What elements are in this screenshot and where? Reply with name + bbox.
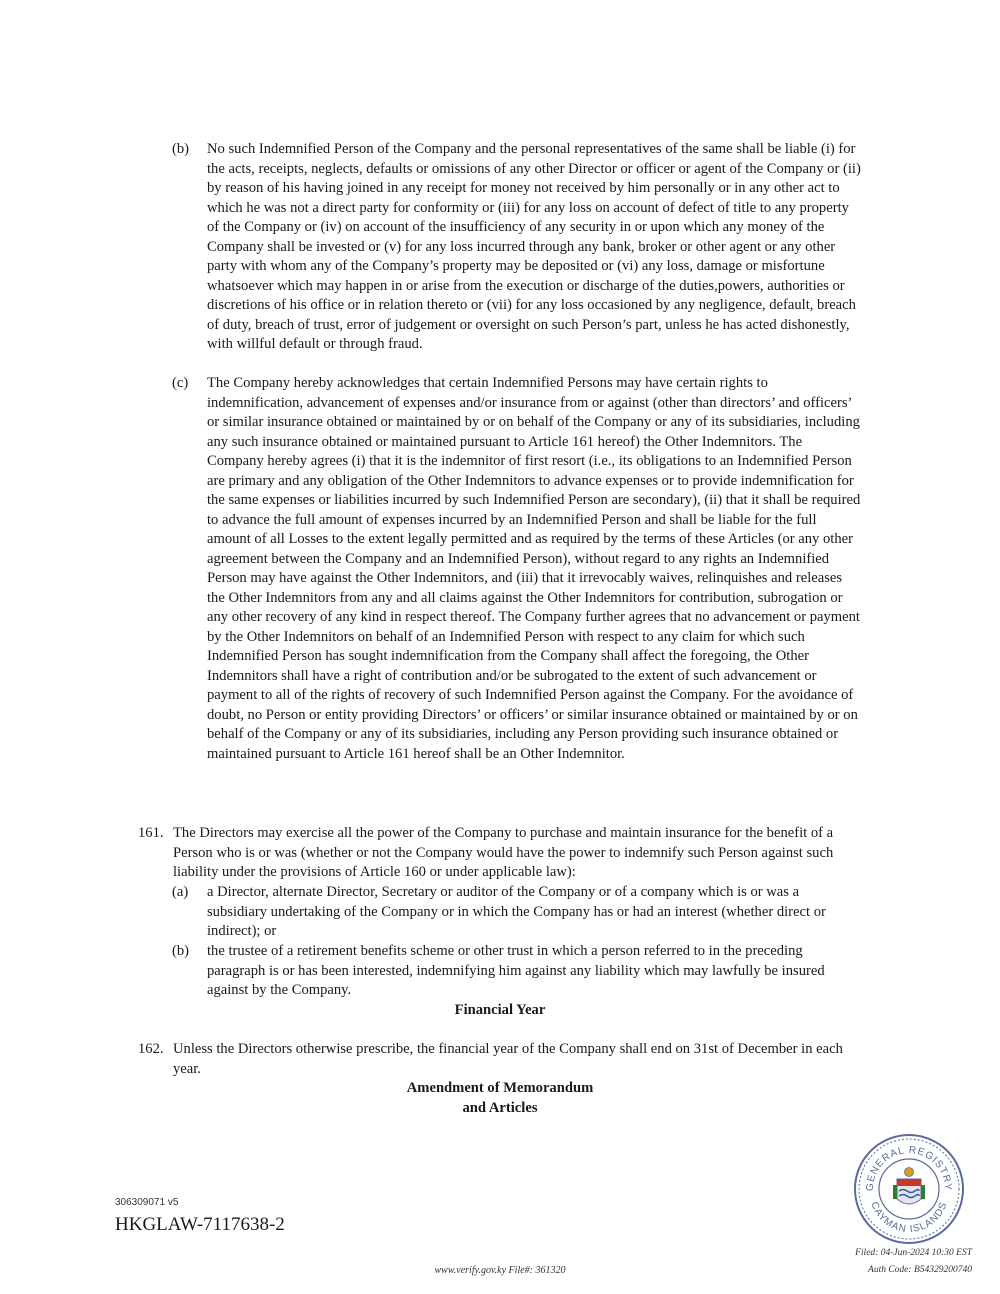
coat-of-arms-icon xyxy=(893,1168,925,1205)
filed-timestamp: Filed: 04-Jun-2024 10:30 EST xyxy=(855,1248,972,1258)
paragraph-label: (a) xyxy=(172,884,189,900)
paragraph-label: (c) xyxy=(172,375,189,391)
article-161 xyxy=(138,824,862,883)
auth-code: Auth Code: B54329200740 xyxy=(868,1265,972,1275)
article-162 xyxy=(138,1040,862,1079)
paragraph-text: the trustee of a retirement benefits scheme or other trust in which a person referred to in the preceding paragraph is or has been interested, indemnifying him against any liability which may lawfully be insured against by the Company. xyxy=(207,943,825,998)
article-number: 162. xyxy=(138,1041,164,1057)
paragraph-label: (b) xyxy=(172,141,190,157)
article-161-sub-a xyxy=(172,883,862,942)
indemnity-paragraph-b xyxy=(172,140,862,355)
article-text: The Directors may exercise all the power of the Company to purchase and maintain insurance for the benefit of a Person who is or was (whether or not the Company would have the power to indemnify such Person against such liability under the provisions of Article 160 or under applicable law): xyxy=(173,825,834,880)
paragraph-text: No such Indemnified Person of the Company and the personal representatives of the same shall be liable (i) for the acts, receipts, neglects, defaults or omissions of any other Director or officer or agent of the Company or (ii) by reason of his having joined in any receipt for money not received by him personally or in any other act to which he was not a direct party for conformity or (iii) for any loss on account of defect of title to any property of the Company or (iv) on account of the insufficiency of any security in or upon which any money of the Company shall be invested or (v) for any loss incurred through any bank, broker or other agent or any other party with whom any of the Company’s property may be deposited or (vi) any loss, damage or misfortune whatsoever which may happen in or arise from the execution or discharge of the duties,powers, authorities or discretions of his office or in relation thereto or (vii) for any loss occasioned by any negligence, default, breach of duty, breach of trust, error of judgement or oversight on such Person’s part, unless he has acted dishonestly, with willful default or through fraud. xyxy=(207,141,861,352)
article-text: Unless the Directors otherwise prescribe, the financial year of the Company shall end on 31st of December in each year. xyxy=(173,1041,843,1077)
document-version: 306309071 v5 xyxy=(115,1197,179,1208)
paragraph-text: a Director, alternate Director, Secretary or auditor of the Company or of a company which is or was a subsidiary undertaking of the Company or in which the Company has or had an interest (whether direct or indirect); or xyxy=(207,884,826,939)
seal-text-bottom: CAYMAN ISLANDS xyxy=(868,1200,950,1236)
paragraph-label: (b) xyxy=(172,943,190,959)
heading-line-1: Amendment of Memorandum xyxy=(406,1080,594,1096)
heading-line-2: and Articles xyxy=(462,1099,538,1116)
verification-url: www.verify.gov.ky File#: 361320 xyxy=(434,1265,566,1276)
article-number: 161. xyxy=(138,825,164,841)
paragraph-text: The Company hereby acknowledges that certain Indemnified Persons may have certain rights to indemnification, advancement of expenses and/or insurance from or against (other than directors’ and officers’ or similar insurance obtained or maintained by or on behalf of the Company or any of its subsidiaries, including any such insurance obtained or maintained pursuant to Article 161 hereof) the Other Indemnitors. The Company hereby agrees (i) that it is the indemnitor of first resort (i.e., its obligations to an Indemnified Person are primary and any obligation of the Other Indemnitors to advance expenses or to provide indemnification for the same expenses or liabilities incurred by such Indemnified Person are secondary), (ii) that it shall be required to advance the full amount of expenses incurred by an Indemnified Person and shall be liable for the full amount of all Losses to the extent legally permitted and as required by the terms of these Articles (or any other agreement between the Company and an Indemnified Person), without regard to any rights an Indemnified Person may have against the Other Indemnitors, and (iii) that it irrevocably waives, relinquishes and releases the Other Indemnitors from any and all claims against the Other Indemnitors for contribution, subrogation or any other recovery of any kind in respect thereof. The Company further agrees that no advancement or payment by the Other Indemnitors on behalf of an Indemnified Person with respect to any claim for which such Indemnified Person has sought indemnification from the Company shall affect the foregoing, the Other Indemnitors shall have a right of contribution and/or be subrogated to the extent of such advancement or payment to all of the rights of recovery of such Indemnified Person against the Company. For the avoidance of doubt, no Person or entity providing Directors’ or officers’ or similar insurance obtained or maintained by or on behalf of the Company or any of its subsidiaries, including any Person providing such insurance obtained or maintained pursuant to Article 161 hereof shall be an Other Indemnitor. xyxy=(207,375,861,762)
document-reference: HKGLAW-7117638-2 xyxy=(115,1214,285,1235)
seal-text-top: GENERAL REGISTRY xyxy=(864,1144,954,1192)
article-161-sub-b xyxy=(172,942,862,1001)
section-heading-financial-year: Financial Year xyxy=(454,1002,546,1018)
indemnity-paragraph-c xyxy=(172,374,862,764)
general-registry-seal-icon xyxy=(853,1133,965,1245)
section-heading-amendment xyxy=(0,1079,1000,1118)
